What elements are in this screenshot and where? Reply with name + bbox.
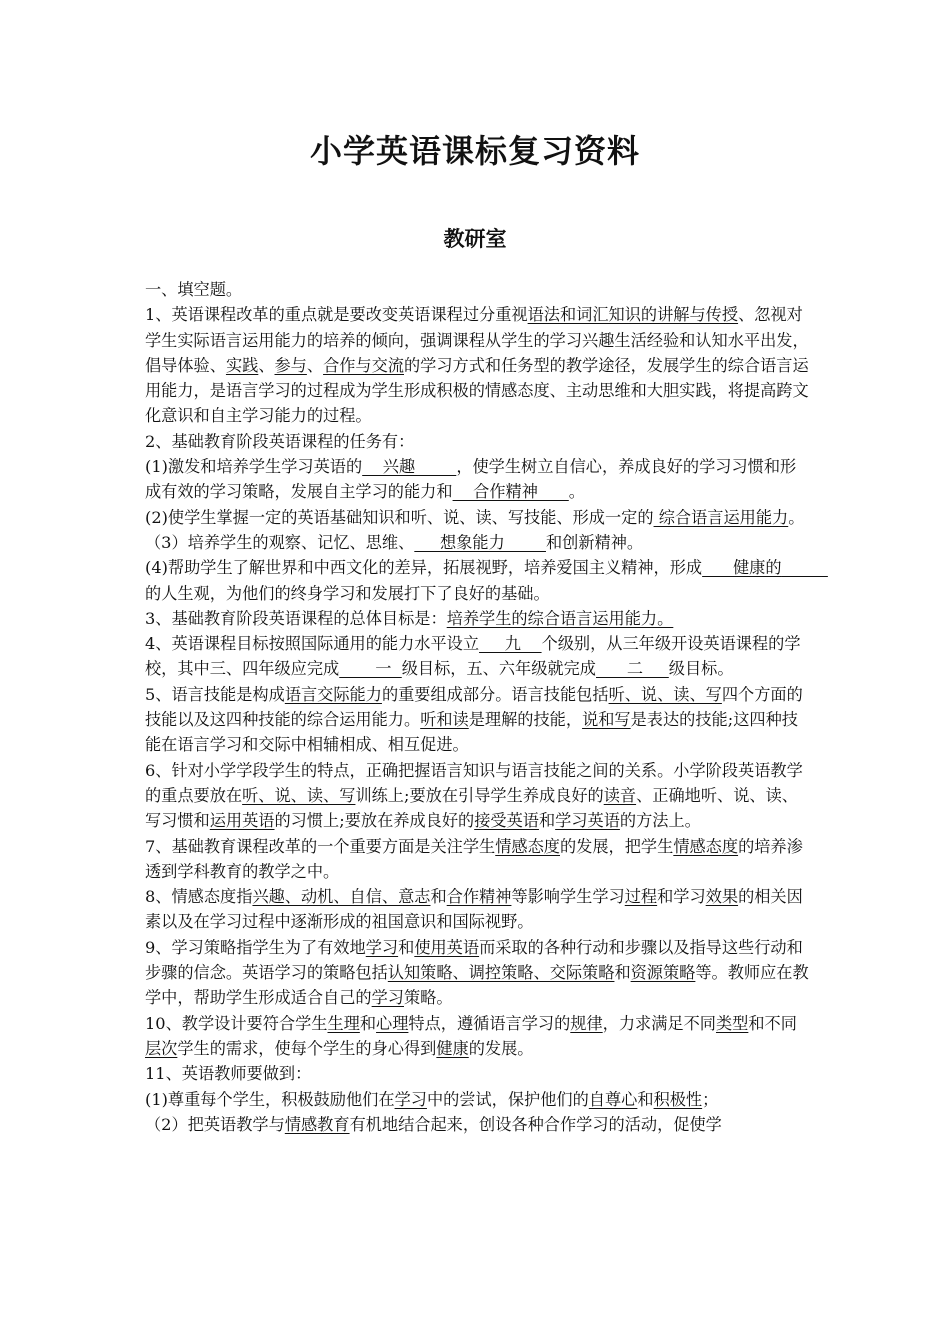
- paragraph: [145, 834, 810, 885]
- text-run: 四个方面的技能以及这四种技能的综合运用能力。: [145, 684, 803, 730]
- underlined-answer: 读音: [603, 785, 637, 805]
- underlined-answer: 接受英语: [474, 811, 539, 831]
- underlined-answer: 生理: [327, 1013, 360, 1033]
- paragraph: [145, 454, 810, 505]
- underlined-answer: 学习英语: [555, 811, 620, 831]
- underlined-answer: 积极性: [653, 1089, 703, 1109]
- text-run: （2）把英语教学与: [145, 1114, 285, 1134]
- text-run: 级目标，五、六年级就完成: [401, 659, 596, 679]
- underlined-answer: 心理: [376, 1013, 409, 1033]
- text-run: 的人生观，为他们的终身学习和发展打下了良好的基础。: [145, 583, 550, 603]
- text-run: ；: [702, 1089, 719, 1109]
- paragraph: [145, 555, 828, 606]
- text-run: 、正确地听、说、读、写习惯和: [145, 785, 798, 831]
- paragraph: [145, 606, 810, 631]
- text-run: 学生的需求，使每个学生的身心得到: [177, 1038, 437, 1058]
- text-run: (1)激发和培养学生学习英语的: [145, 457, 363, 477]
- text-run: 4、英语课程目标按照国际通用的能力水平设立: [145, 634, 480, 654]
- paragraph: [145, 1011, 810, 1062]
- text-run: 和: [614, 963, 631, 983]
- paragraph: [145, 1061, 810, 1086]
- text-run: 而采取的各种行动和步骤以及指导这些行动和步骤的信念。英语学习的策略包括: [145, 937, 803, 983]
- text-run: 的学习方式和任务型的教学途径，发展学生的综合语言运用能力，是语言学习的过程成为学生形成积极的情感态度、主动思维和大胆实践，将提高跨文化意识和自主学习能力的过程。: [145, 355, 809, 426]
- paragraph: [145, 935, 810, 1011]
- text-run: 9、学习策略指学生为了有效地: [145, 937, 366, 957]
- text-run: (2)使学生掌握一定的英语基础知识和听、说、读、写技能、形成一定的: [145, 507, 654, 527]
- underlined-answer: 实践: [225, 355, 259, 375]
- text-run: 10、教学设计要符合学生: [145, 1013, 328, 1033]
- paragraph: [145, 758, 810, 834]
- underlined-answer: 兴趣、动机、自信、意志: [252, 887, 431, 907]
- text-run: 1、英语课程改革的重点就是要改变英语课程过分重视: [145, 305, 528, 325]
- underlined-answer: 听、说、读、写: [242, 785, 356, 805]
- underlined-answer: 学习: [365, 937, 399, 957]
- document-author: 教研室: [443, 227, 507, 251]
- paragraph: [145, 505, 810, 530]
- paragraph: [145, 277, 810, 302]
- underlined-answer: 合作精神: [452, 482, 569, 502]
- underlined-answer: 过程: [624, 887, 658, 907]
- text-run: 是表达的技能;这四种技能在语言学习和交际中相辅相成、相互促进。: [145, 710, 798, 755]
- underlined-answer: 层次: [145, 1038, 178, 1058]
- underlined-answer: 合作精神: [446, 887, 512, 907]
- underlined-answer: 使用英语: [414, 937, 480, 957]
- underlined-answer: 情感教育: [284, 1114, 350, 1134]
- underlined-answer: 运用英语: [209, 811, 275, 831]
- text-run: 和: [359, 1013, 377, 1033]
- underlined-answer: 健康的: [702, 558, 828, 578]
- underlined-answer: 类型: [715, 1013, 749, 1033]
- underlined-answer: 学习: [394, 1089, 427, 1109]
- text-run: 的习惯上;要放在养成良好的: [274, 811, 475, 831]
- underlined-answer: 想象能力: [414, 532, 546, 552]
- text-run: 等影响学生学习: [511, 887, 625, 907]
- text-run: 和不同: [748, 1013, 797, 1033]
- text-run: 的培养渗透到学科教育的教学之中。: [145, 836, 803, 881]
- paragraph: [145, 631, 810, 682]
- underlined-answer: 自尊心: [588, 1089, 638, 1109]
- paragraph: [145, 1112, 810, 1137]
- underlined-answer: 合作与交流: [323, 355, 404, 375]
- text-run: 特点，遵循语言学习的: [408, 1013, 571, 1033]
- underlined-answer: 综合语言运用能力: [653, 507, 789, 527]
- text-run: 5、语言技能是构成: [145, 684, 285, 704]
- text-run: ，力求满足不同: [602, 1013, 716, 1033]
- text-run: 的方法上。: [619, 811, 701, 831]
- text-run: 、忽视对学生实际语言运用能力的培养的倾向，强调课程从学生的学习兴趣生活经验和认知水平出发，倡导体验、: [145, 305, 809, 375]
- text-run: 和: [430, 887, 447, 907]
- underlined-answer: 培养学生的综合语言运用能力。: [446, 608, 674, 628]
- text-run: 3、基础教育阶段英语课程的总体目标是：: [145, 608, 447, 628]
- underlined-answer: 参与: [274, 355, 307, 375]
- document-title: 小学英语课标复习资料: [309, 132, 640, 170]
- underlined-answer: 二: [596, 659, 669, 679]
- text-run: 和: [637, 1089, 654, 1109]
- text-run: （3）培养学生的观察、记忆、思维、: [145, 532, 415, 552]
- text-run: 中的尝试，保护他们的: [426, 1089, 589, 1109]
- text-run: 、: [258, 355, 275, 375]
- underlined-answer: 一: [339, 659, 402, 679]
- text-run: 。: [788, 507, 805, 527]
- underlined-answer: 规律: [570, 1013, 603, 1033]
- text-run: 7、基础教育课程改革的一个重要方面是关注学生: [145, 836, 496, 856]
- text-run: 的发展，把学生: [560, 836, 674, 856]
- paragraph: [145, 429, 810, 454]
- paragraph: [145, 302, 810, 428]
- text-run: 训练上;要放在引导学生养成良好的: [355, 785, 604, 805]
- text-run: 和: [398, 937, 415, 957]
- text-run: (4)帮助学生了解世界和中西文化的差异，拓展视野，培养爱国主义精神，形成: [145, 558, 703, 578]
- underlined-answer: 效果: [705, 887, 739, 907]
- text-run: 是理解的技能，: [468, 710, 583, 730]
- paragraph: [145, 530, 810, 555]
- underlined-answer: 语言交际能力: [284, 684, 382, 704]
- underlined-answer: 资源策略: [630, 963, 696, 983]
- text-run: 的相关因素以及在学习过程中逐渐形成的祖国意识和国际视野。: [145, 887, 803, 932]
- text-run: 一、填空题。: [145, 280, 243, 299]
- underlined-answer: 情感态度: [495, 836, 560, 856]
- text-run: 、: [306, 355, 324, 375]
- text-run: ，使学生树立自信心，养成良好的学习习惯和形成有效的学习策略，发展自主学习的能力和: [145, 457, 797, 502]
- paragraph: [145, 682, 810, 758]
- text-run: 策略。: [404, 988, 453, 1008]
- underlined-answer: 健康: [436, 1038, 469, 1058]
- text-run: 11、英语教师要做到：: [145, 1064, 312, 1084]
- underlined-answer: 兴趣: [362, 457, 457, 477]
- text-run: 个级别，从三年级开设英语课程的学校，其中三、四年级应完成: [145, 634, 801, 679]
- text-run: 和创新精神。: [545, 532, 644, 552]
- text-run: 6、针对小学学段学生的特点，正确把握语言知识与语言技能之间的关系。小学阶段英语教学的重点要放在: [145, 760, 803, 805]
- text-run: 级目标。: [668, 659, 734, 679]
- underlined-answer: 学习: [371, 988, 404, 1008]
- underlined-answer: 说和写: [582, 710, 631, 730]
- text-run: 等。教师应在教学中，帮助学生形成适合自己的: [145, 963, 809, 1008]
- text-run: 2、基础教育阶段英语课程的任务有：: [145, 431, 415, 451]
- document-body: [145, 277, 828, 1137]
- underlined-answer: 听和读: [420, 710, 469, 730]
- underlined-answer: 认知策略、调控策略、交际策略: [387, 963, 615, 983]
- text-run: 的重要组成部分。语言技能包括: [381, 684, 609, 704]
- paragraph: [145, 1087, 810, 1112]
- text-run: 8、情感态度指: [145, 887, 253, 907]
- underlined-answer: 语法和词汇知识的讲解与传授: [527, 305, 739, 325]
- underlined-answer: 情感态度: [673, 836, 739, 856]
- text-run: (1)尊重每个学生，积极鼓励他们在: [145, 1089, 395, 1109]
- text-run: 有机地结合起来，创设各种合作学习的活动，促使学: [349, 1114, 722, 1134]
- text-run: 的发展。: [468, 1038, 534, 1058]
- text-run: 。: [568, 482, 585, 502]
- paragraph: [145, 884, 810, 935]
- underlined-answer: 听、说、读、写: [608, 684, 722, 704]
- text-run: 和: [538, 811, 556, 831]
- underlined-answer: 九: [479, 634, 542, 654]
- text-run: 和学习: [657, 887, 706, 907]
